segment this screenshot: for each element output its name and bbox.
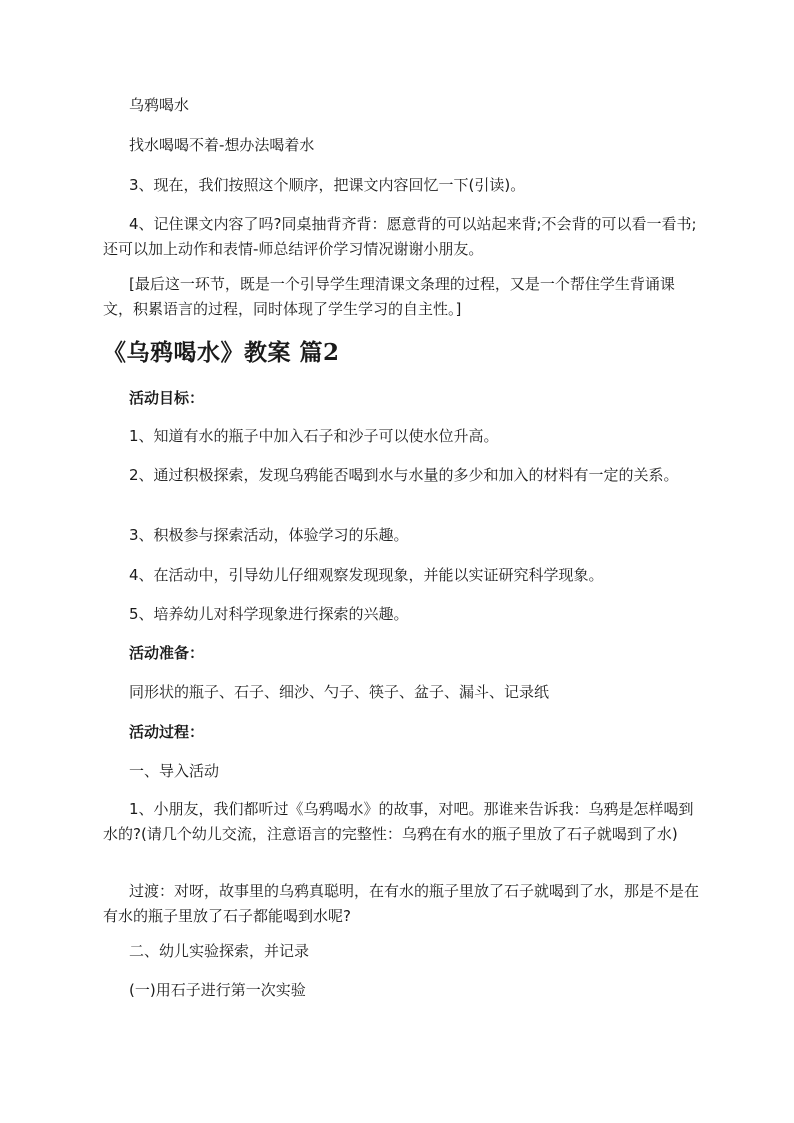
process-part1-title: 一、导入活动: [129, 762, 220, 780]
lesson-plan-heading: 《乌鸦喝水》教案 篇2: [103, 339, 340, 366]
goal-item: 4、在活动中，引导幼儿仔细观察发现现象，并能以实证研究科学现象。: [129, 566, 604, 584]
goal-item: 2、通过积极探索，发现乌鸦能否喝到水与水量的多少和加入的材料有一定的关系。: [129, 466, 679, 484]
goal-item: 3、积极参与探索活动，体验学习的乐趣。: [129, 526, 409, 544]
teaching-note-paragraph: [最后这一环节，既是一个引导学生理清课文条理的过程，又是一个帮住学生背诵课文，积累语言的过程，同时体现了学生学习的自主性。]: [103, 275, 675, 318]
story-title-line: 乌鸦喝水: [129, 96, 190, 114]
process-label: 活动过程：: [129, 723, 205, 741]
process-transition: 过渡：对呀，故事里的乌鸦真聪明，在有水的瓶子里放了石子就喝到了水，那是不是在有水的瓶子里放了石子都能喝到水呢?: [103, 882, 700, 925]
process-part2-sub1: (一)用石子进行第一次实验: [129, 981, 306, 999]
goal-item: 1、知道有水的瓶子中加入石子和沙子可以使水位升高。: [129, 427, 499, 445]
process-part1-question: 1、小朋友，我们都听过《乌鸦喝水》的故事，对吧。那谁来告诉我：乌鸦是怎样喝到水的?(请几个幼儿交流，注意语言的完整性：乌鸦在有水的瓶子里放了石子就喝到了水): [103, 800, 694, 843]
step-4-paragraph: 4、记住课文内容了吗?同桌抽背齐背：愿意背的可以站起来背;不会背的可以看一看书;还可以加上动作和表情-师总结评价学习情况谢谢小朋友。: [103, 215, 697, 258]
process-part2-title: 二、幼儿实验探索，并记录: [129, 942, 310, 960]
goals-label: 活动目标：: [129, 389, 205, 407]
prep-items: 同形状的瓶子、石子、细沙、勺子、筷子、盆子、漏斗、记录纸: [129, 683, 550, 701]
goal-item: 5、培养幼儿对科学现象进行探索的兴趣。: [129, 605, 409, 623]
prep-label: 活动准备：: [129, 644, 205, 662]
story-flow-line: 找水喝喝不着-想办法喝着水: [129, 136, 315, 154]
step-3-paragraph: 3、现在，我们按照这个顺序，把课文内容回忆一下(引读)。: [129, 176, 526, 194]
